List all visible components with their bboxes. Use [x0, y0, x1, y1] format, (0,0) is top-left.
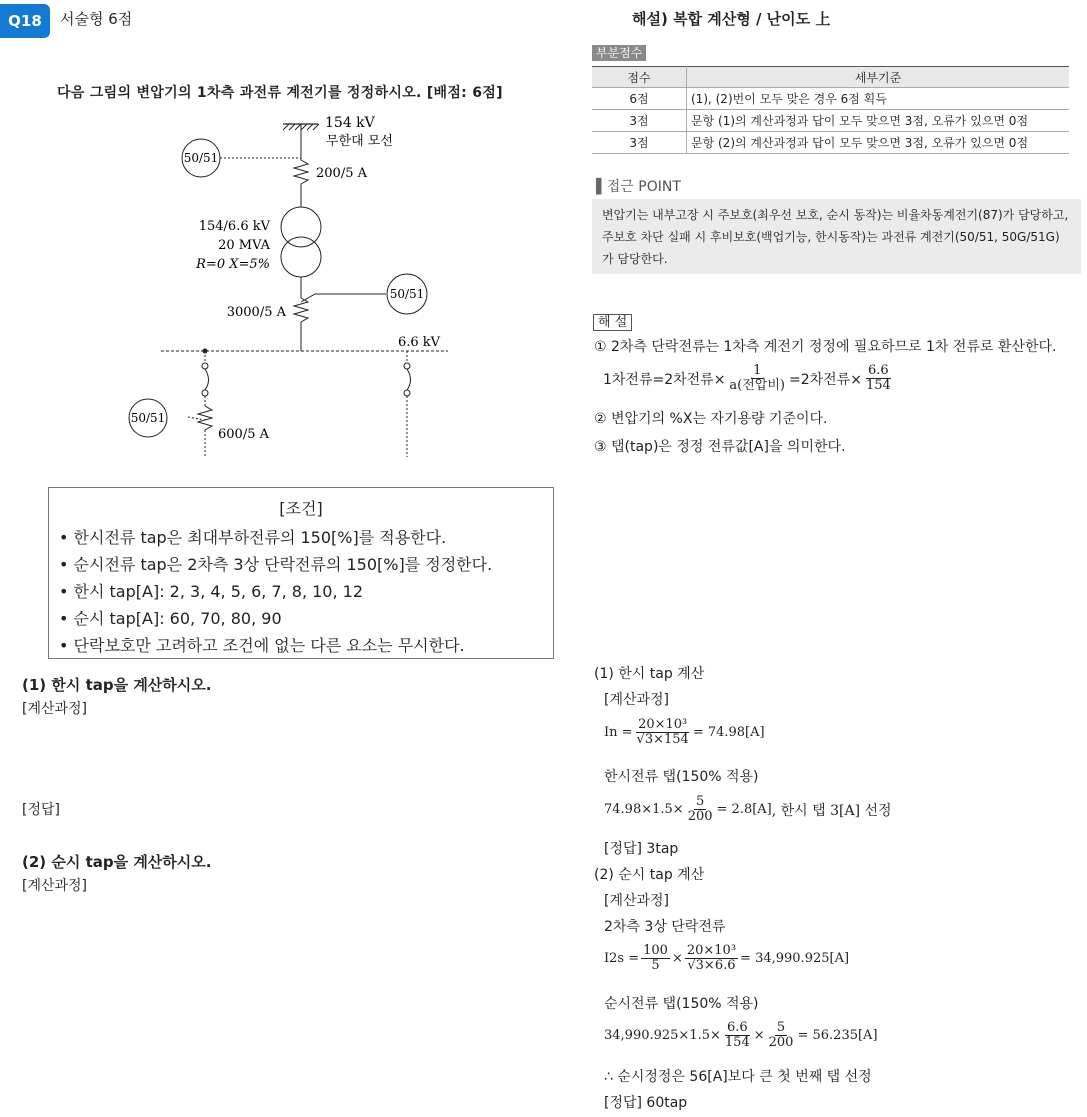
- single-line-diagram: [150, 110, 470, 465]
- subquestion-1: (1) 한시 tap을 계산하시오.: [22, 676, 212, 694]
- explanation-1-formula: [603, 364, 895, 393]
- solution-1-line-2: 한시전류 탭(150% 적용): [604, 769, 759, 785]
- frac-den: 154: [724, 1035, 750, 1050]
- formula-text: = 34,990.925[A]: [740, 951, 850, 966]
- transformer-rating: 154/6.6 kV: [198, 219, 270, 234]
- formula-text: = 74.98[A]: [692, 725, 765, 740]
- conditions-title: [조건]: [279, 499, 323, 518]
- table-row: [592, 110, 1069, 132]
- criteria-cell: 문항 (1)의 계산과정과 답이 모두 맞으면 3점, 오류가 있으면 0점: [687, 110, 1070, 132]
- solution-2-formula-2: 34,990.925×1.5× $\frac{6.6}{154}$ × $\frac{5}{200}$ = 56.235[A]: [604, 1020, 878, 1050]
- solution-2-title: (2) 순시 tap 계산: [594, 867, 705, 883]
- subquestion-1-answer-label: [정답]: [22, 802, 60, 818]
- subquestion-1-calc-label: [계산과정]: [22, 701, 88, 717]
- frac-den: √3×154: [636, 732, 689, 747]
- criteria-header: 세부기준: [687, 67, 1070, 88]
- formula-text: 74.98×1.5×: [604, 802, 684, 817]
- solution-1-calc-label: [계산과정]: [604, 692, 670, 708]
- criteria-cell: (1), (2)번이 모두 맞은 경우 6점 획득: [687, 88, 1070, 110]
- table-row: [592, 132, 1069, 154]
- conditions-box: [48, 487, 554, 659]
- criteria-cell: 문항 (2)의 계산과정과 답이 모두 맞으면 3점, 오류가 있으면 0점: [687, 132, 1070, 154]
- formula-text: I2s =: [604, 951, 640, 966]
- solution-2-line-2: 순시전류 탭(150% 적용): [604, 996, 759, 1012]
- frac-den: a(전압비): [729, 378, 785, 393]
- formula-text: =2차전류×: [789, 371, 862, 388]
- frac-den: 200: [768, 1035, 794, 1050]
- subquestion-2-calc-label: [계산과정]: [22, 878, 88, 894]
- question-type: 서술형 6점: [60, 10, 133, 28]
- solution-1-answer: [정답] 3tap: [604, 841, 679, 857]
- conditions-list: [59, 524, 553, 659]
- score-cell: 6점: [592, 88, 687, 110]
- frac-den: √3×6.6: [687, 958, 736, 973]
- ct-1: [294, 160, 308, 184]
- frac-num: 20×10³: [638, 717, 688, 732]
- transformer-capacity: 20 MVA: [218, 238, 270, 253]
- solution-header: 해설) 복합 계산형 / 난이도 上: [632, 10, 831, 28]
- approach-point-box: 변압기는 내부고장 시 주보호(최우선 보호, 순시 동작)는 비율차동계전기(87)가 담당하고, 주보호 차단 실패 시 후비보호(백업기능, 한시동작)는 과전류 계전기(50/51, 50G/51G)가 담당한다.: [592, 199, 1081, 274]
- relay-1-label: 50/51: [183, 151, 219, 165]
- frac-num: 1: [753, 363, 762, 378]
- transformer-impedance: R=0 X=5%: [196, 257, 270, 272]
- bus-name-label: 무한대 모선: [326, 134, 393, 149]
- formula-text: = 2.8[A]: [716, 802, 772, 817]
- relay-3-label: 50/51: [130, 411, 166, 425]
- secondary-bus-label: 6.6 kV: [398, 335, 441, 350]
- formula-text: = 56.235[A]: [797, 1028, 878, 1043]
- frac-den: 200: [687, 809, 713, 824]
- partial-score-tag: 부분점수: [592, 45, 646, 61]
- score-cell: 3점: [592, 110, 687, 132]
- frac-den: 5: [651, 958, 660, 973]
- subquestion-2: (2) 순시 tap을 계산하시오.: [22, 853, 212, 871]
- ct-1-label: 200/5 A: [316, 166, 367, 181]
- solution-2-line-1: 2차측 3상 단락전류: [604, 919, 726, 935]
- explanation-3: ③ 탭(tap)은 정정 전류값[A]을 의미한다.: [594, 439, 846, 455]
- frac-num: 6.6: [726, 1020, 748, 1035]
- frac-num: 20×10³: [686, 943, 737, 958]
- frac-den: 154: [865, 378, 891, 393]
- ct-3: [198, 406, 212, 430]
- condition-item: • 순시전류 tap은 2차측 3상 단락전류의 150[%]를 정정한다.: [59, 551, 553, 578]
- frac-num: 5: [776, 1020, 786, 1035]
- frac-num: 6.6: [868, 363, 889, 378]
- condition-item: • 한시전류 tap은 최대부하전류의 150[%]를 적용한다.: [59, 524, 553, 551]
- approach-point-title: 접근 POINT: [606, 179, 681, 195]
- formula-text: In =: [604, 725, 633, 740]
- solution-2-formula-1: I2s = $\frac{100}{5}$ × $\frac{\text{20×10³}}{√3\times 6.6}$ = 34,990.925[A]: [604, 943, 850, 973]
- ct-2-label: 3000/5 A: [226, 305, 286, 320]
- score-cell: 3점: [592, 132, 687, 154]
- score-table: [592, 66, 1069, 154]
- formula-text: , 한시 탭 3[A] 선정: [771, 802, 892, 819]
- approach-point-heading: ▌접근 POINT: [596, 179, 681, 195]
- formula-text: 1차전류=2차전류×: [603, 371, 726, 388]
- condition-item: • 단락보호만 고려하고 조건에 없는 다른 요소는 무시한다.: [59, 632, 553, 659]
- explanation-2: ② 변압기의 %X는 자기용량 기준이다.: [594, 411, 828, 427]
- table-row: [592, 88, 1069, 110]
- bus-voltage-label: 154 kV: [325, 115, 375, 131]
- relay-2-label: 50/51: [389, 287, 425, 301]
- ct-3-label: 600/5 A: [218, 427, 269, 442]
- question-number-badge: Q18: [0, 4, 50, 38]
- solution-2-conclusion: ∴ 순시정정은 56[A]보다 큰 첫 번째 탭 선정: [604, 1069, 872, 1085]
- formula-text: 34,990.925×1.5×: [604, 1028, 721, 1043]
- solution-1-title: (1) 한시 tap 계산: [594, 666, 705, 682]
- transformer-secondary: [281, 237, 321, 277]
- explanation-tag: 해 설: [593, 314, 632, 331]
- solution-2-calc-label: [계산과정]: [604, 893, 670, 909]
- solution-2-answer: [정답] 60tap: [604, 1095, 688, 1111]
- condition-item: • 한시 tap[A]: 2, 3, 4, 5, 6, 7, 8, 10, 12: [59, 578, 553, 605]
- condition-item: • 순시 tap[A]: 60, 70, 80, 90: [59, 605, 553, 632]
- score-header: 점수: [592, 67, 687, 88]
- explanation-1: ① 2차측 단락전류는 1차측 계전기 정정에 필요하므로 1차 전류로 환산한다.: [594, 339, 1057, 355]
- question-title: 다음 그림의 변압기의 1차측 과전류 계전기를 정정하시오. [배점: 6점]: [57, 85, 503, 101]
- solution-1-formula-1: [604, 718, 765, 747]
- solution-1-formula-2: [604, 795, 892, 824]
- transformer-primary: [281, 207, 321, 247]
- frac-num: 5: [695, 794, 705, 809]
- frac-num: 100: [643, 943, 668, 958]
- relay-3: [126, 396, 170, 440]
